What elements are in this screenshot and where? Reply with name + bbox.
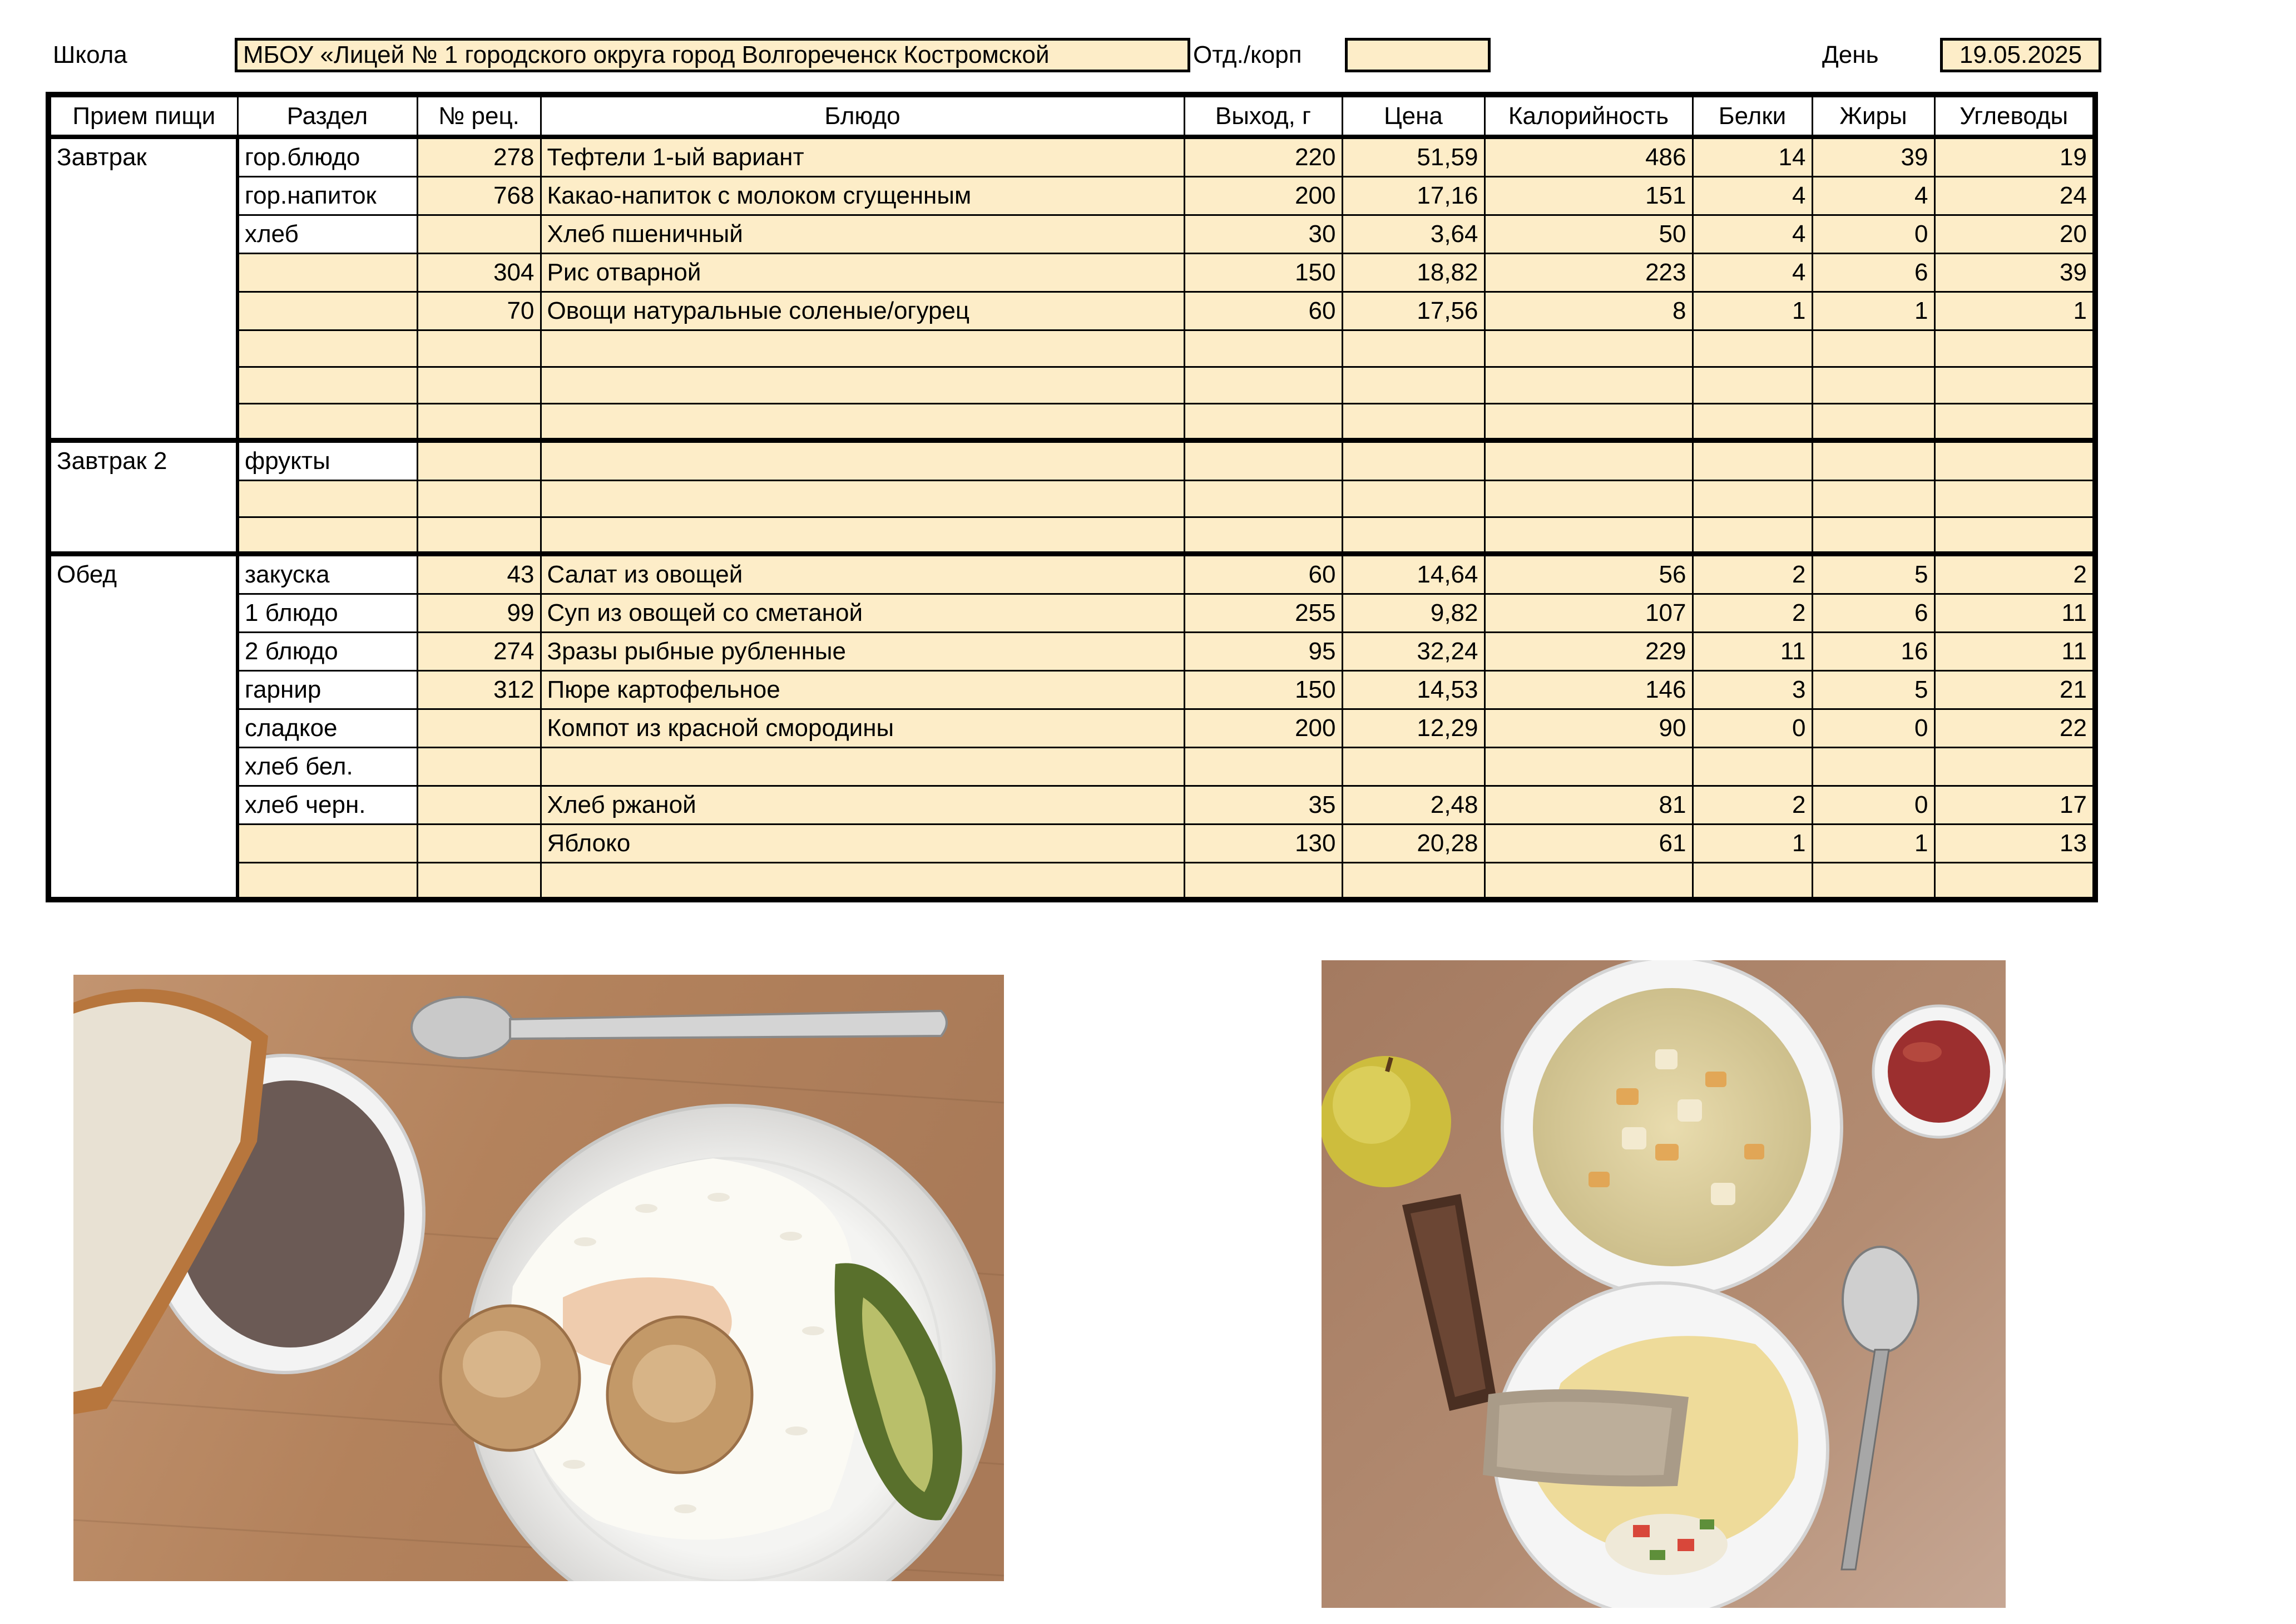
cell-yield[interactable]: 220 (1184, 137, 1342, 177)
cell-kcal[interactable]: 50 (1485, 215, 1693, 254)
cell-carbs[interactable] (1934, 404, 2095, 441)
table-row (48, 517, 2095, 554)
cell-yield[interactable]: 60 (1184, 292, 1342, 330)
cell-dish[interactable] (541, 441, 1184, 481)
cell-price[interactable]: 17,16 (1342, 177, 1485, 215)
cell-fat[interactable] (1812, 748, 1934, 786)
cell-recipe[interactable] (417, 863, 541, 900)
cell-price[interactable] (1342, 404, 1485, 441)
cell-yield[interactable]: 130 (1184, 825, 1342, 863)
cell-protein[interactable] (1693, 330, 1812, 367)
day-label: День (1822, 41, 1879, 68)
cell-recipe[interactable]: 278 (417, 137, 541, 177)
cell-kcal[interactable]: 486 (1485, 137, 1693, 177)
cell-yield[interactable] (1184, 863, 1342, 900)
cell-kcal[interactable]: 61 (1485, 825, 1693, 863)
cell-yield[interactable]: 150 (1184, 254, 1342, 292)
cell-yield[interactable]: 35 (1184, 786, 1342, 825)
cell-section[interactable]: 2 блюдо (237, 633, 417, 671)
cell-recipe[interactable] (417, 517, 541, 554)
cell-section[interactable] (237, 863, 417, 900)
cell-yield[interactable] (1184, 404, 1342, 441)
cell-yield[interactable]: 200 (1184, 709, 1342, 748)
cell-recipe[interactable] (417, 709, 541, 748)
cell-yield[interactable] (1184, 367, 1342, 404)
cell-kcal[interactable]: 90 (1485, 709, 1693, 748)
cell-recipe[interactable] (417, 367, 541, 404)
cell-kcal[interactable] (1485, 748, 1693, 786)
cell-fat[interactable] (1812, 863, 1934, 900)
cell-carbs[interactable]: 19 (1934, 137, 2095, 177)
cell-price[interactable] (1342, 367, 1485, 404)
cell-section[interactable]: хлеб бел. (237, 748, 417, 786)
cell-yield[interactable]: 150 (1184, 671, 1342, 709)
meal-name: Завтрак 2 (48, 441, 237, 554)
cell-fat[interactable]: 1 (1812, 292, 1934, 330)
cell-fat[interactable]: 39 (1812, 137, 1934, 177)
table-row (48, 825, 2095, 863)
cell-protein[interactable] (1693, 748, 1812, 786)
table-row (48, 594, 2095, 633)
cell-carbs[interactable]: 11 (1934, 633, 2095, 671)
cell-kcal[interactable]: 8 (1485, 292, 1693, 330)
branch-label: Отд./корп (1193, 41, 1302, 68)
cell-price[interactable]: 9,82 (1342, 594, 1485, 633)
cell-protein[interactable]: 2 (1693, 786, 1812, 825)
cell-section[interactable]: гарнир (237, 671, 417, 709)
cell-fat[interactable] (1812, 330, 1934, 367)
cell-protein[interactable]: 1 (1693, 292, 1812, 330)
cell-price[interactable]: 14,64 (1342, 554, 1485, 594)
cell-fat[interactable]: 0 (1812, 709, 1934, 748)
cell-price[interactable]: 32,24 (1342, 633, 1485, 671)
table-row (48, 671, 2095, 709)
cell-fat[interactable]: 5 (1812, 554, 1934, 594)
cell-dish[interactable]: Тефтели 1-ый вариант (541, 137, 1184, 177)
cell-kcal[interactable] (1485, 330, 1693, 367)
cell-price[interactable] (1342, 863, 1485, 900)
cell-carbs[interactable]: 24 (1934, 177, 2095, 215)
cell-yield[interactable] (1184, 748, 1342, 786)
cell-price[interactable] (1342, 748, 1485, 786)
cell-protein[interactable] (1693, 367, 1812, 404)
header-col-carbs: Углеводы (1934, 95, 2095, 137)
cell-section[interactable]: закуска (237, 554, 417, 594)
cell-yield[interactable] (1184, 517, 1342, 554)
cell-fat[interactable]: 6 (1812, 254, 1934, 292)
cell-protein[interactable]: 2 (1693, 594, 1812, 633)
table-header-row (48, 95, 2095, 137)
table-row (48, 481, 2095, 517)
cell-dish[interactable]: Хлеб ржаной (541, 786, 1184, 825)
branch-field[interactable] (1345, 38, 1491, 72)
header-col-price: Цена (1342, 95, 1485, 137)
table-row (48, 404, 2095, 441)
cell-protein[interactable]: 14 (1693, 137, 1812, 177)
cell-protein[interactable]: 4 (1693, 177, 1812, 215)
cell-dish[interactable] (541, 404, 1184, 441)
cell-price[interactable]: 3,64 (1342, 215, 1485, 254)
cell-price[interactable]: 14,53 (1342, 671, 1485, 709)
cell-kcal[interactable] (1485, 367, 1693, 404)
cell-carbs[interactable]: 13 (1934, 825, 2095, 863)
cell-yield[interactable]: 60 (1184, 554, 1342, 594)
cell-dish[interactable]: Хлеб пшеничный (541, 215, 1184, 254)
cell-carbs[interactable] (1934, 863, 2095, 900)
table-row (48, 292, 2095, 330)
cell-section[interactable] (237, 517, 417, 554)
cell-dish[interactable] (541, 367, 1184, 404)
cell-recipe[interactable] (417, 786, 541, 825)
cell-fat[interactable]: 5 (1812, 671, 1934, 709)
cell-recipe[interactable]: 304 (417, 254, 541, 292)
cell-section[interactable] (237, 330, 417, 367)
cell-kcal[interactable]: 223 (1485, 254, 1693, 292)
cell-carbs[interactable]: 2 (1934, 554, 2095, 594)
cell-protein[interactable]: 1 (1693, 825, 1812, 863)
table-row (48, 786, 2095, 825)
cell-recipe[interactable]: 768 (417, 177, 541, 215)
cell-price[interactable]: 18,82 (1342, 254, 1485, 292)
cell-section[interactable]: сладкое (237, 709, 417, 748)
cell-carbs[interactable] (1934, 441, 2095, 481)
cell-kcal[interactable] (1485, 863, 1693, 900)
cell-section[interactable] (237, 254, 417, 292)
cell-protein[interactable]: 0 (1693, 709, 1812, 748)
cell-recipe[interactable] (417, 404, 541, 441)
cell-protein[interactable]: 2 (1693, 554, 1812, 594)
cell-carbs[interactable] (1934, 748, 2095, 786)
header-col-dish: Блюдо (541, 95, 1184, 137)
table-row (48, 441, 2095, 481)
cell-fat[interactable]: 16 (1812, 633, 1934, 671)
cell-section[interactable] (237, 292, 417, 330)
table-row (48, 330, 2095, 367)
cell-dish[interactable]: Суп из овощей со сметаной (541, 594, 1184, 633)
cell-price[interactable] (1342, 330, 1485, 367)
breakfast-photo-image (73, 975, 1004, 1581)
cell-yield[interactable]: 95 (1184, 633, 1342, 671)
cell-dish[interactable]: Какао-напиток с молоком сгущенным (541, 177, 1184, 215)
cell-protein[interactable]: 4 (1693, 254, 1812, 292)
cell-kcal[interactable] (1485, 441, 1693, 481)
cell-dish[interactable]: Рис отварной (541, 254, 1184, 292)
cell-recipe[interactable] (417, 441, 541, 481)
cell-recipe[interactable]: 274 (417, 633, 541, 671)
cell-yield[interactable] (1184, 330, 1342, 367)
school-field[interactable]: МБОУ «Лицей № 1 городского округа город Волгореченск Костромской (235, 38, 1190, 72)
cell-yield[interactable]: 30 (1184, 215, 1342, 254)
cell-dish[interactable]: Салат из овощей (541, 554, 1184, 594)
cell-protein[interactable]: 3 (1693, 671, 1812, 709)
cell-price[interactable] (1342, 481, 1485, 517)
cell-kcal[interactable]: 151 (1485, 177, 1693, 215)
cell-fat[interactable]: 1 (1812, 825, 1934, 863)
lunch-photo (1322, 960, 2006, 1608)
cell-fat[interactable]: 4 (1812, 177, 1934, 215)
breakfast-photo (73, 975, 1004, 1581)
cell-recipe[interactable]: 99 (417, 594, 541, 633)
cell-fat[interactable] (1812, 404, 1934, 441)
header-col-yield: Выход, г (1184, 95, 1342, 137)
cell-dish[interactable]: Яблоко (541, 825, 1184, 863)
cell-yield[interactable] (1184, 441, 1342, 481)
cell-section[interactable]: 1 блюдо (237, 594, 417, 633)
header-col-protein: Белки (1693, 95, 1812, 137)
cell-protein[interactable] (1693, 517, 1812, 554)
lunch-photo-image (1322, 960, 2006, 1608)
cell-section[interactable]: гор.блюдо (237, 137, 417, 177)
cell-yield[interactable]: 255 (1184, 594, 1342, 633)
cell-recipe[interactable]: 312 (417, 671, 541, 709)
cell-dish[interactable]: Пюре картофельное (541, 671, 1184, 709)
cell-fat[interactable] (1812, 441, 1934, 481)
meal-name: Обед (48, 554, 237, 900)
cell-dish[interactable]: Овощи натуральные соленые/огурец (541, 292, 1184, 330)
cell-fat[interactable] (1812, 517, 1934, 554)
cell-fat[interactable]: 6 (1812, 594, 1934, 633)
cell-fat[interactable]: 0 (1812, 786, 1934, 825)
cell-carbs[interactable]: 22 (1934, 709, 2095, 748)
cell-section[interactable] (237, 825, 417, 863)
table-row (48, 367, 2095, 404)
cell-recipe[interactable] (417, 748, 541, 786)
table-row (48, 177, 2095, 215)
cell-section[interactable]: гор.напиток (237, 177, 417, 215)
cell-kcal[interactable]: 56 (1485, 554, 1693, 594)
cell-kcal[interactable]: 146 (1485, 671, 1693, 709)
cell-protein[interactable] (1693, 441, 1812, 481)
cell-protein[interactable] (1693, 481, 1812, 517)
cell-carbs[interactable] (1934, 330, 2095, 367)
cell-kcal[interactable] (1485, 404, 1693, 441)
meal-name: Завтрак (48, 137, 237, 441)
cell-dish[interactable] (541, 517, 1184, 554)
cell-recipe[interactable] (417, 825, 541, 863)
school-label: Школа (53, 41, 127, 68)
table-row (48, 633, 2095, 671)
header-col-meal: Прием пищи (48, 95, 237, 137)
cell-dish[interactable] (541, 330, 1184, 367)
table-row (48, 863, 2095, 900)
table-row (48, 137, 2095, 177)
cell-kcal[interactable] (1485, 481, 1693, 517)
cell-kcal[interactable]: 81 (1485, 786, 1693, 825)
cell-kcal[interactable]: 107 (1485, 594, 1693, 633)
table-row (48, 554, 2095, 594)
cell-price[interactable]: 17,56 (1342, 292, 1485, 330)
cell-dish[interactable] (541, 748, 1184, 786)
cell-carbs[interactable]: 39 (1934, 254, 2095, 292)
cell-recipe[interactable] (417, 330, 541, 367)
header-col-fat: Жиры (1812, 95, 1934, 137)
cell-carbs[interactable]: 1 (1934, 292, 2095, 330)
cell-yield[interactable]: 200 (1184, 177, 1342, 215)
cell-kcal[interactable] (1485, 517, 1693, 554)
cell-carbs[interactable]: 20 (1934, 215, 2095, 254)
header-col-recipe: № рец. (417, 95, 541, 137)
table-row (48, 215, 2095, 254)
cell-carbs[interactable] (1934, 517, 2095, 554)
cell-carbs[interactable]: 21 (1934, 671, 2095, 709)
cell-protein[interactable] (1693, 404, 1812, 441)
cell-yield[interactable] (1184, 481, 1342, 517)
cell-price[interactable] (1342, 441, 1485, 481)
cell-dish[interactable] (541, 863, 1184, 900)
table-row (48, 748, 2095, 786)
header-col-kcal: Калорийность (1485, 95, 1693, 137)
cell-section[interactable]: хлеб черн. (237, 786, 417, 825)
cell-price[interactable]: 51,59 (1342, 137, 1485, 177)
cell-dish[interactable]: Зразы рыбные рубленные (541, 633, 1184, 671)
cell-price[interactable]: 2,48 (1342, 786, 1485, 825)
cell-carbs[interactable]: 11 (1934, 594, 2095, 633)
cell-price[interactable] (1342, 517, 1485, 554)
cell-recipe[interactable]: 43 (417, 554, 541, 594)
cell-price[interactable]: 12,29 (1342, 709, 1485, 748)
cell-section[interactable]: фрукты (237, 441, 417, 481)
cell-recipe[interactable]: 70 (417, 292, 541, 330)
table-row (48, 254, 2095, 292)
header-col-section: Раздел (237, 95, 417, 137)
cell-protein[interactable]: 11 (1693, 633, 1812, 671)
cell-protein[interactable]: 4 (1693, 215, 1812, 254)
cell-dish[interactable] (541, 481, 1184, 517)
cell-section[interactable] (237, 404, 417, 441)
table-row (48, 709, 2095, 748)
cell-recipe[interactable] (417, 215, 541, 254)
cell-carbs[interactable]: 17 (1934, 786, 2095, 825)
cell-protein[interactable] (1693, 863, 1812, 900)
cell-kcal[interactable]: 229 (1485, 633, 1693, 671)
cell-dish[interactable]: Компот из красной смородины (541, 709, 1184, 748)
cell-section[interactable] (237, 367, 417, 404)
cell-fat[interactable] (1812, 481, 1934, 517)
cell-fat[interactable] (1812, 367, 1934, 404)
menu-table (46, 92, 2098, 902)
cell-carbs[interactable] (1934, 481, 2095, 517)
cell-section[interactable]: хлеб (237, 215, 417, 254)
day-field[interactable]: 19.05.2025 (1940, 38, 2101, 72)
cell-fat[interactable]: 0 (1812, 215, 1934, 254)
cell-section[interactable] (237, 481, 417, 517)
cell-recipe[interactable] (417, 481, 541, 517)
cell-carbs[interactable] (1934, 367, 2095, 404)
cell-price[interactable]: 20,28 (1342, 825, 1485, 863)
